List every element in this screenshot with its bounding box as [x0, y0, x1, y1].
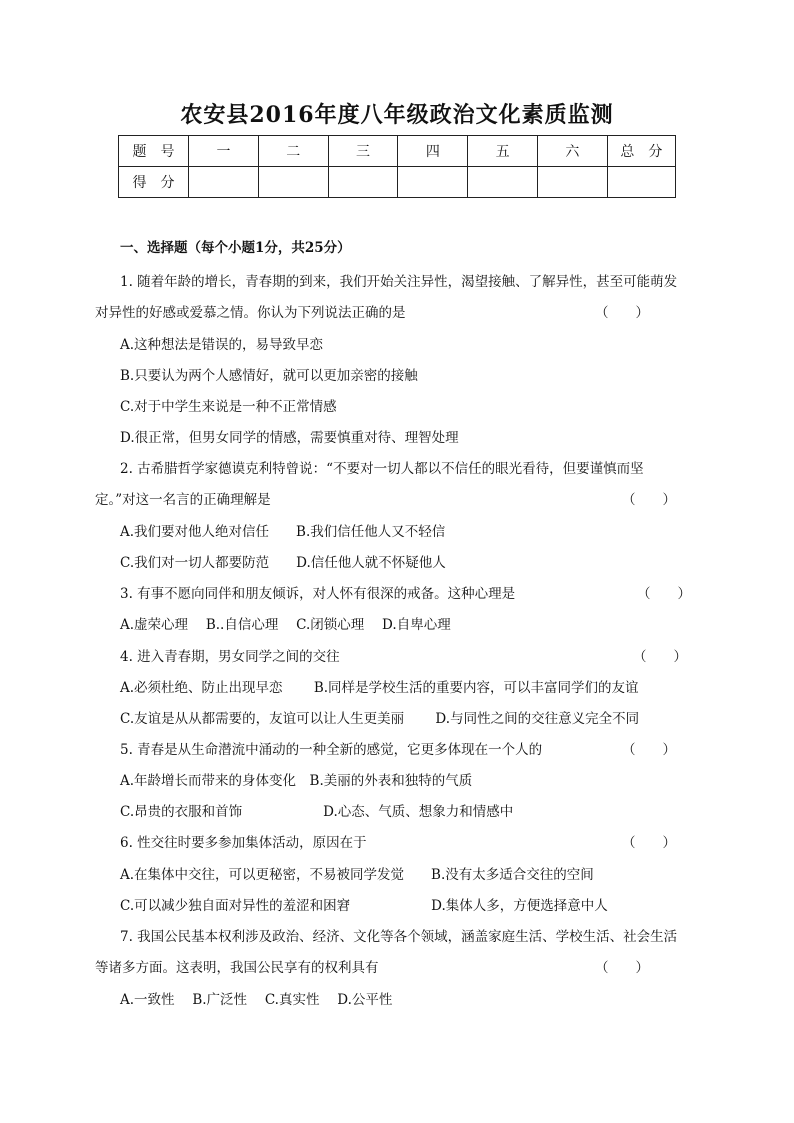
score-cell — [189, 167, 259, 198]
question-4-line: 4. 进入青春期，男女同学之间的交往 — [120, 649, 340, 665]
question-2-line: 2. 古希腊哲学家德谟克利特曾说：“不要对一切人都以不信任的眼光看待，但要谨慎而坚 — [120, 461, 644, 477]
score-cell — [328, 167, 398, 198]
score-table — [118, 135, 676, 198]
option: C.友谊是从从都需要的，友谊可以让人生更美丽 D.与同性之间的交往意义完全不同 — [120, 711, 640, 727]
score-cell — [538, 167, 608, 198]
option: A.这种想法是错误的，易导致早恋 — [120, 337, 324, 353]
score-row-label: 得 分 — [119, 167, 189, 198]
answer-paren: （ ） — [622, 835, 676, 851]
option: D.很正常，但男女同学的情感，需要慎重对待、理智处理 — [120, 430, 459, 446]
option: C.对于中学生来说是一种不正常情感 — [120, 399, 337, 415]
question-3-line: 3. 有事不愿向同伴和朋友倾诉，对人怀有很深的戒备。这种心理是 — [120, 586, 516, 602]
score-header-cell: 题 号 — [119, 136, 189, 167]
score-value-row — [119, 167, 676, 198]
score-header-cell: 五 — [468, 136, 538, 167]
answer-paren: （ ） — [595, 960, 649, 976]
option: C.我们对一切人都要防范 D.信任他人就不怀疑他人 — [120, 555, 446, 571]
option: A.在集体中交往，可以更秘密，不易被同学发觉 B.没有太多适合交往的空间 — [120, 867, 594, 883]
question-7-line: 等诸多方面。这表明，我国公民享有的权利具有 — [95, 960, 379, 976]
score-cell — [607, 167, 675, 198]
answer-paren: （ ） — [622, 742, 676, 758]
page-title: 农安县2016年度八年级政治文化素质监测 — [180, 102, 614, 128]
option: B.只要认为两个人感情好，就可以更加亲密的接触 — [120, 368, 418, 384]
answer-paren: （ ） — [633, 649, 687, 665]
score-cell — [468, 167, 538, 198]
answer-paren: （ ） — [637, 586, 691, 602]
question-7-line: 7. 我国公民基本权利涉及政治、经济、文化等各个领域，涵盖家庭生活、学校生活、社会生活 — [120, 929, 678, 945]
question-5-line: 5. 青春是从生命潜流中涌动的一种全新的感觉，它更多体现在一个人的 — [120, 742, 543, 758]
score-header-row — [119, 136, 676, 167]
question-6-line: 6. 性交往时要多参加集体活动，原因在于 — [120, 835, 367, 851]
option: A.虚荣心理 B..自信心理 C.闭锁心理 D.自卑心理 — [120, 617, 451, 633]
score-header-cell: 总 分 — [607, 136, 675, 167]
score-cell — [398, 167, 468, 198]
section-heading: 一、选择题（每个小题1分，共25分） — [120, 240, 351, 256]
option: A.我们要对他人绝对信任 B.我们信任他人又不轻信 — [120, 524, 446, 540]
score-header-cell: 二 — [258, 136, 328, 167]
option: A.必须杜绝、防止出现早恋 B.同样是学校生活的重要内容，可以丰富同学们的友谊 — [120, 680, 639, 696]
option: A.一致性 B.广泛性 C.真实性 D.公平性 — [120, 992, 393, 1008]
option: C.昂贵的衣服和首饰 D.心态、气质、想象力和情感中 — [120, 804, 514, 820]
score-cell — [258, 167, 328, 198]
question-1-line: 1. 随着年龄的增长，青春期的到来，我们开始关注异性，渴望接触、了解异性，甚至可能萌发 — [120, 274, 678, 290]
question-2-line: 定。”对这一名言的正确理解是 — [95, 492, 271, 508]
score-header-cell: 六 — [538, 136, 608, 167]
option: C.可以减少独自面对异性的羞涩和困窘 D.集体人多，方便选择意中人 — [120, 898, 608, 914]
score-header-cell: 一 — [189, 136, 259, 167]
answer-paren: （ ） — [622, 492, 676, 508]
question-1-line: 对异性的好感或爱慕之情。你认为下列说法正确的是 — [95, 305, 406, 321]
score-header-cell: 三 — [328, 136, 398, 167]
answer-paren: （ ） — [595, 305, 649, 321]
score-header-cell: 四 — [398, 136, 468, 167]
option: A.年龄增长而带来的身体变化 B.美丽的外表和独特的气质 — [120, 773, 473, 789]
